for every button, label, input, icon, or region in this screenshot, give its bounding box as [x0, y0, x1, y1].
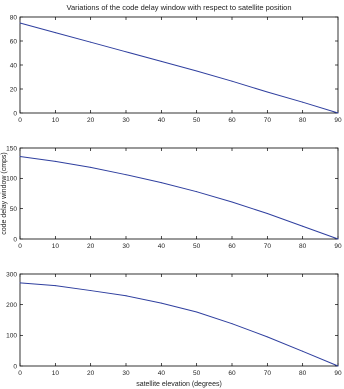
plot-2-y-tick-label: 50 — [9, 205, 17, 213]
plot-3-data-point — [90, 290, 91, 291]
plot-2-data-point — [90, 167, 91, 168]
plot-1-y-tick-label: 80 — [9, 14, 17, 22]
plot-1-x-tick-label: 0 — [18, 117, 22, 124]
plot-1-y-tick-label: 60 — [9, 38, 17, 46]
plot-1-data-point — [20, 23, 21, 24]
plot-2-x-tick-label: 30 — [122, 243, 130, 250]
plot-1-data-point — [126, 51, 127, 52]
plot-2-x-tick-label: 50 — [193, 243, 201, 250]
plot-1-data-point — [196, 71, 197, 72]
plot-2-x-tick-label: 40 — [157, 243, 165, 250]
plot-1-y-tick-label: 0 — [13, 110, 17, 118]
plot-1-data-point — [161, 61, 162, 62]
plot-1-data-point — [302, 102, 303, 103]
plot-1-y-tick-label: 40 — [9, 62, 17, 70]
plot-2-data-point — [267, 213, 268, 214]
plot-3-data-point — [126, 295, 127, 296]
plot-3-data-point — [232, 323, 233, 324]
plot-2-data-point — [302, 226, 303, 227]
plot-2-series-line — [20, 156, 338, 239]
plot-1-series-line — [20, 23, 338, 113]
plot-1-data-point — [232, 81, 233, 82]
plot-2-x-tick-label: 20 — [87, 243, 95, 250]
plot-2-x-tick-label: 60 — [228, 243, 236, 250]
chart-title: Variations of the code delay window with respect to satellite position — [66, 3, 292, 12]
plot-3-x-tick-label: 40 — [157, 370, 165, 377]
plot-1-data-point — [55, 32, 56, 33]
plot-2-data-point — [126, 174, 127, 175]
plot-2-y-tick-label: 0 — [13, 236, 17, 244]
plot-2-data-point — [55, 161, 56, 162]
plot-3-x-tick-label: 80 — [299, 370, 307, 377]
plot-3-y-tick-label: 200 — [6, 301, 17, 309]
plot-1-x-tick-label: 50 — [193, 117, 201, 124]
plot-3-x-tick-label: 20 — [87, 370, 95, 377]
plot-3-x-axis-label: satellite elevation (degrees) — [136, 381, 222, 388]
plot-2-data-point — [196, 191, 197, 192]
plot-2-data-point — [20, 156, 21, 157]
plot-2-x-tick-label: 90 — [334, 243, 342, 250]
plot-3-x-tick-label: 60 — [228, 370, 236, 377]
plot-3-data-point — [20, 282, 21, 283]
plot-1-x-tick-label: 80 — [299, 117, 307, 124]
plot-2-data-point — [232, 201, 233, 202]
plot-2-y-tick-label: 150 — [6, 145, 17, 153]
plot-1-x-tick-label: 30 — [122, 117, 130, 124]
plot-3-x-tick-label: 70 — [263, 370, 271, 377]
plot-3-data-point — [302, 351, 303, 352]
plot-2-data-point — [161, 182, 162, 183]
plot-1-data-point — [267, 92, 268, 93]
plot-3-data-point — [55, 285, 56, 286]
plot-1-data-point — [338, 113, 339, 114]
plot-1-x-tick-label: 40 — [157, 117, 165, 124]
plot-1-x-tick-label: 20 — [87, 117, 95, 124]
plot-3-y-tick-label: 300 — [6, 271, 17, 279]
plot-3-y-tick-label: 100 — [6, 332, 17, 340]
plot-2-x-tick-label: 0 — [18, 243, 22, 250]
plot-3-x-tick-label: 0 — [18, 370, 22, 377]
plot-3-data-point — [267, 336, 268, 337]
plot-3-y-tick-label: 0 — [13, 363, 17, 371]
plot-2-axes-frame — [20, 148, 338, 239]
plot-3-data-point — [338, 366, 339, 367]
plot-1-data-point — [90, 42, 91, 43]
plot-1-x-tick-label: 90 — [334, 117, 342, 124]
plot-3-x-tick-label: 50 — [193, 370, 201, 377]
plot-2-y-tick-label: 100 — [6, 175, 17, 183]
plot-1-x-tick-label: 10 — [51, 117, 59, 124]
plot-3-data-point — [161, 303, 162, 304]
plot-2-y-axis-label: code delay window (cmps) — [1, 152, 8, 235]
plot-1-x-tick-label: 60 — [228, 117, 236, 124]
plot-3-x-tick-label: 30 — [122, 370, 130, 377]
plot-3-x-tick-label: 90 — [334, 370, 342, 377]
plot-2-data-point — [338, 239, 339, 240]
plot-2-x-tick-label: 70 — [263, 243, 271, 250]
plot-1-x-tick-label: 70 — [263, 117, 271, 124]
plot-3-series-line — [20, 283, 338, 366]
plot-2-x-tick-label: 10 — [51, 243, 59, 250]
plot-3-data-point — [196, 312, 197, 313]
plot-3-x-tick-label: 10 — [51, 370, 59, 377]
plot-2-x-tick-label: 80 — [299, 243, 307, 250]
plot-1-y-tick-label: 20 — [9, 86, 17, 94]
